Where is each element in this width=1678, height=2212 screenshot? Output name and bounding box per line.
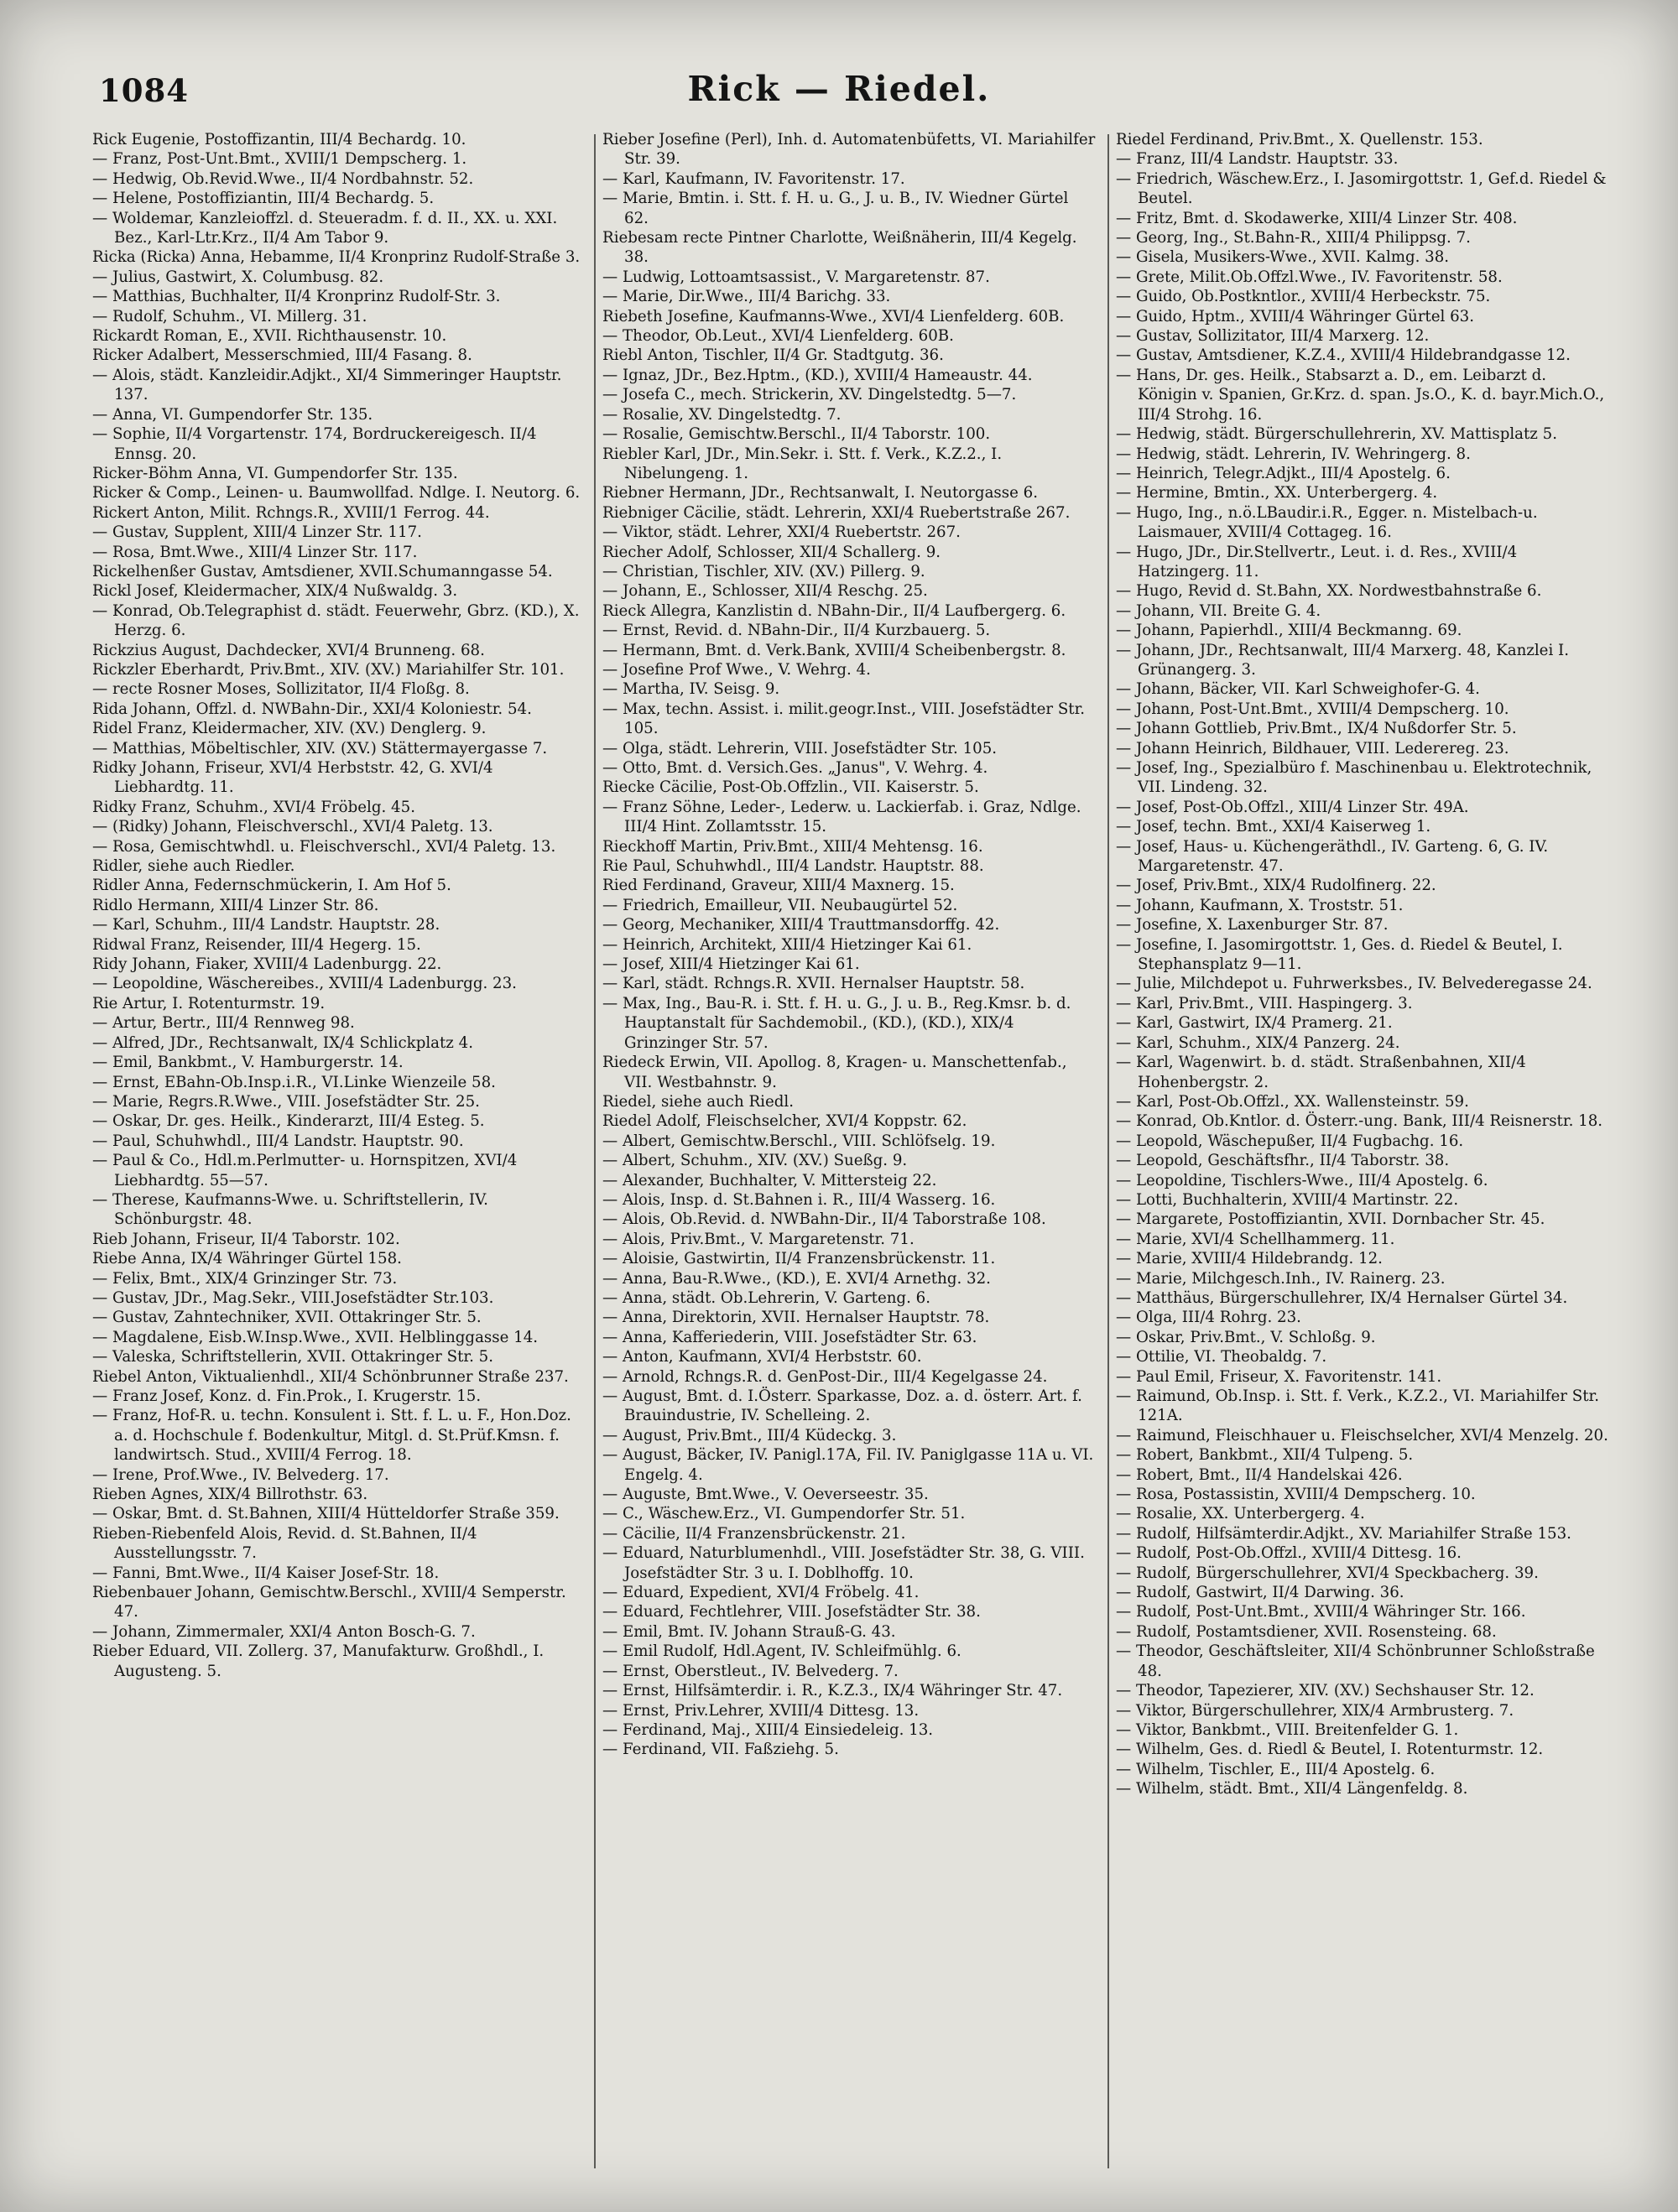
directory-entry: — Anna, Kafferiederin, VIII. Josefstädter Str. 63. [602, 1328, 977, 1346]
directory-entry: — Rudolf, Post-Unt.Bmt., XVIII/4 Währinger Str. 166. [1116, 1603, 1526, 1621]
directory-entry: — Therese, Kaufmanns-Wwe. u. Schriftstellerin, IV. Schönburgstr. 48. [92, 1190, 488, 1229]
directory-entry: — Ernst, Priv.Lehrer, XVIII/4 Dittesg. 13. [602, 1701, 920, 1720]
directory-entry: — Karl, Schuhm., III/4 Landstr. Hauptstr. 28. [92, 916, 440, 934]
directory-entry: — Karl, Schuhm., XIX/4 Panzerg. 24. [1116, 1033, 1400, 1052]
directory-entry: — Gustav, Supplent, XIII/4 Linzer Str. 117. [92, 523, 422, 542]
directory-entry: — Matthias, Buchhalter, II/4 Kronprinz Rudolf-Str. 3. [92, 288, 501, 306]
directory-entry: — Johann, Bäcker, VII. Karl Schweighofer-G. 4. [1116, 680, 1480, 699]
directory-entry: — Alois, Priv.Bmt., V. Margaretenstr. 71. [602, 1230, 915, 1248]
directory-entry: — Franz Söhne, Leder-, Lederw. u. Lackierfab. i. Graz, Ndlge. III/4 Hint. Zollamtsstr. 15. [602, 798, 1081, 836]
directory-entry: — Christian, Tischler, XIV. (XV.) Pillerg. 9. [602, 562, 925, 580]
directory-entry: — Marie, Dir.Wwe., III/4 Barichg. 33. [602, 288, 891, 306]
directory-entry: Riebniger Cäcilie, städt. Lehrerin, XXI/4 Ruebertstraße 267. [602, 503, 1071, 522]
directory-entry: — Viktor, Bürgerschullehrer, XIX/4 Armbrusterg. 7. [1116, 1701, 1514, 1720]
directory-entry: — Cäcilie, II/4 Franzensbrückenstr. 21. [602, 1524, 906, 1543]
directory-entry: Rickelhenßer Gustav, Amtsdiener, XVII.Schumanngasse 54. [92, 562, 553, 580]
directory-entry: — Albert, Schuhm., XIV. (XV.) Sueßg. 9. [602, 1152, 908, 1170]
directory-entry: — Johann, Kaufmann, X. Troststr. 51. [1116, 896, 1404, 914]
directory-entry: — Hans, Dr. ges. Heilk., Stabsarzt a. D., em. Leibarzt d. Königin v. Spanien, Gr.Krz. d. span. Js.O., K. d. bayr.Mich.O., III/4 Strohg. 16. [1116, 366, 1605, 424]
directory-entry: — recte Rosner Moses, Sollizitator, II/4 Floßg. 8. [92, 680, 470, 699]
directory-entry: — Ludwig, Lottoamtsassist., V. Margaretenstr. 87. [602, 268, 990, 286]
directory-entry: — Guido, Ob.Postkntlor., XVIII/4 Herbeckstr. 75. [1116, 288, 1491, 306]
directory-entry: — Eduard, Fechtlehrer, VIII. Josefstädter Str. 38. [602, 1603, 981, 1621]
directory-entry: — Hugo, Ing., n.ö.LBaudir.i.R., Egger. n. Mistelbach-u. Laismauer, XVIII/4 Cottageg. 16. [1116, 503, 1538, 542]
directory-entry: — Rudolf, Post-Ob.Offzl., XVIII/4 Dittesg. 16. [1116, 1544, 1462, 1563]
directory-entry: — Wilhelm, Tischler, E., III/4 Apostelg. 6. [1116, 1760, 1436, 1778]
directory-entry: Ridy Johann, Fiaker, XVIII/4 Ladenburgg. 22. [92, 955, 442, 974]
directory-entry: — Ernst, Hilfsämterdir. i. R., K.Z.3., IX/4 Währinger Str. 47. [602, 1682, 1063, 1700]
directory-entry: Riebesam recte Pintner Charlotte, Weißnäherin, III/4 Kegelg. 38. [602, 229, 1077, 267]
directory-entry: — Raimund, Fleischhauer u. Fleischselcher, XVI/4 Menzelg. 20. [1116, 1426, 1608, 1444]
directory-entry: — Karl, Wagenwirt. b. d. städt. Straßenbahnen, XII/4 Hohenbergstr. 2. [1116, 1054, 1526, 1091]
directory-entry: — Anna, städt. Ob.Lehrerin, V. Garteng. 6. [602, 1288, 930, 1307]
directory-entry: — Ernst, Revid. d. NBahn-Dir., II/4 Kurzbauerg. 5. [602, 622, 991, 640]
directory-entry: — Gustav, Amtsdiener, K.Z.4., XVIII/4 Hildebrandgasse 12. [1116, 346, 1571, 365]
directory-entry: Rickzius August, Dachdecker, XVI/4 Brunneng. 68. [92, 641, 485, 659]
directory-entry: — Helene, Postoffiziantin, III/4 Bechardg. 5. [92, 190, 435, 208]
directory-entry: Rieber Josefine (Perl), Inh. d. Automatenbüfetts, VI. Mariahilfer Str. 39. [602, 131, 1096, 169]
directory-entry: — Karl, Priv.Bmt., VIII. Haspingerg. 3. [1116, 994, 1413, 1012]
directory-entry: — Marie, XVIII/4 Hildebrandg. 12. [1116, 1250, 1383, 1268]
directory-entry: — Hugo, JDr., Dir.Stellvertr., Leut. i. d. Res., XVIII/4 Hatzingerg. 11. [1116, 543, 1518, 580]
directory-entry: — Artur, Bertr., III/4 Rennweg 98. [92, 1014, 355, 1033]
directory-entry: — Josef, Ing., Spezialbüro f. Maschinenbau u. Elektrotechnik, VII. Lindeng. 32. [1116, 759, 1592, 797]
directory-entry: Ricker & Comp., Leinen- u. Baumwollfad. Ndlge. I. Neutorg. 6. [92, 484, 581, 502]
directory-entry: Rieber Eduard, VII. Zollerg. 37, Manufakturw. Großhdl., I. Augusteng. 5. [92, 1642, 545, 1680]
directory-entry: — Alexander, Buchhalter, V. Mittersteig 22. [602, 1171, 937, 1189]
directory-entry: Riebeth Josefine, Kaufmanns-Wwe., XVI/4 Lienfelderg. 60B. [602, 307, 1065, 325]
directory-entry: — Lotti, Buchhalterin, XVIII/4 Martinstr. 22. [1116, 1190, 1459, 1209]
directory-entry: — Paul Emil, Friseur, X. Favoritenstr. 141. [1116, 1367, 1442, 1386]
directory-entry: Ried Ferdinand, Graveur, XIII/4 Maxnerg. 15. [602, 877, 955, 895]
directory-entry: — Franz, Post-Unt.Bmt., XVIII/1 Dempscherg. 1. [92, 150, 467, 169]
directory-entry: — Johann, JDr., Rechtsanwalt, III/4 Marxerg. 48, Kanzlei I. Grünangerg. 3. [1116, 641, 1570, 679]
directory-entry: — Karl, städt. Rchngs.R. XVII. Hernalser Hauptstr. 58. [602, 975, 1025, 993]
directory-entry: — Robert, Bankbmt., XII/4 Tulpeng. 5. [1116, 1446, 1414, 1465]
directory-entry: — Max, Ing., Bau-R. i. Stt. f. H. u. G., J. u. B., Reg.Kmsr. b. d. Hauptanstalt für Sachdemobil., (KD.), (KD.), XIX/4 Grinzinger Str. 57. [602, 994, 1071, 1052]
directory-entry: Riebenbauer Johann, Gemischtw.Berschl., XVIII/4 Semperstr. 47. [92, 1584, 566, 1621]
directory-entry: — Anna, Direktorin, XVII. Hernalser Hauptstr. 78. [602, 1309, 990, 1327]
directory-column-1 [92, 130, 586, 2177]
directory-entry: — Friedrich, Emailleur, VII. Neubaugürtel 52. [602, 896, 958, 914]
directory-entry: — Gustav, Zahntechniker, XVII. Ottakringer Str. 5. [92, 1309, 482, 1327]
directory-entry: — Raimund, Ob.Insp. i. Stt. f. Verk., K.Z.2., VI. Mariahilfer Str. 121A. [1116, 1387, 1599, 1425]
directory-entry: Ridky Johann, Friseur, XVI/4 Herbststr. 42, G. XVI/4 Liebhardtg. 11. [92, 759, 493, 797]
directory-entry: Rickl Josef, Kleidermacher, XIX/4 Nußwaldg. 3. [92, 582, 458, 601]
directory-entry: — Emil Rudolf, Hdl.Agent, IV. Schleifmühlg. 6. [602, 1642, 961, 1661]
directory-entry: — Irene, Prof.Wwe., IV. Belvederg. 17. [92, 1465, 389, 1484]
directory-entry: — Alfred, JDr., Rechtsanwalt, IX/4 Schlickplatz 4. [92, 1033, 474, 1052]
directory-entry: — Leopoldine, Tischlers-Wwe., III/4 Apostelg. 6. [1116, 1171, 1488, 1189]
directory-entry: — August, Bäcker, IV. Panigl.17A, Fil. IV. Paniglgasse 11A u. VI. Engelg. 4. [602, 1446, 1094, 1484]
directory-entry: Riebl Anton, Tischler, II/4 Gr. Stadtgutg. 36. [602, 346, 944, 365]
directory-entry: — Auguste, Bmt.Wwe., V. Oeverseestr. 35. [602, 1486, 929, 1504]
directory-entry: — Oskar, Priv.Bmt., V. Schloßg. 9. [1116, 1328, 1376, 1346]
directory-entry: — Grete, Milit.Ob.Offzl.Wwe., IV. Favoritenstr. 58. [1116, 268, 1503, 286]
directory-entry: — Theodor, Tapezierer, XIV. (XV.) Sechshauser Str. 12. [1116, 1682, 1535, 1700]
directory-entry: — Marie, Bmtin. i. Stt. f. H. u. G., J. u. B., IV. Wiedner Gürtel 62. [602, 190, 1069, 227]
directory-column-3 [1116, 130, 1609, 2177]
directory-entry: — Friedrich, Wäschew.Erz., I. Jasomirgottstr. 1, Gef.d. Riedel & Beutel. [1116, 169, 1607, 208]
directory-entry: — Theodor, Ob.Leut., XVI/4 Lienfelderg. 60B. [602, 327, 954, 346]
directory-entry: — Aloisie, Gastwirtin, II/4 Franzensbrückenstr. 11. [602, 1250, 996, 1268]
directory-entry: — Hedwig, städt. Lehrerin, IV. Wehringerg. 8. [1116, 445, 1471, 463]
directory-entry: — Ernst, EBahn-Ob.Insp.i.R., VI.Linke Wienzeile 58. [92, 1073, 496, 1091]
directory-entry: — Georg, Ing., St.Bahn-R., XIII/4 Philippsg. 7. [1116, 229, 1471, 247]
directory-entry: — Marie, Regrs.R.Wwe., VIII. Josefstädter Str. 25. [92, 1092, 480, 1111]
directory-entry: — Anna, VI. Gumpendorfer Str. 135. [92, 405, 373, 424]
directory-entry: — Leopold, Geschäftsfhr., II/4 Taborstr. 38. [1116, 1152, 1450, 1170]
directory-entry: — Franz, III/4 Landstr. Hauptstr. 33. [1116, 150, 1399, 169]
directory-entry: — Rosalie, XX. Unterbergerg. 4. [1116, 1505, 1365, 1523]
directory-entry: Rickzler Eberhardt, Priv.Bmt., XIV. (XV.) Mariahilfer Str. 101. [92, 660, 565, 679]
column-rule [594, 134, 596, 2168]
directory-entry: — Karl, Kaufmann, IV. Favoritenstr. 17. [602, 169, 905, 188]
directory-entry: — Arnold, Rchngs.R. d. GenPost-Dir., III/4 Kegelgasse 24. [602, 1367, 1048, 1386]
directory-entry: — Anna, Bau-R.Wwe., (KD.), E. XVI/4 Arnethg. 32. [602, 1269, 991, 1288]
directory-entry: — Emil, Bmt. IV. Johann Strauß-G. 43. [602, 1622, 896, 1641]
directory-entry: — Johann, VII. Breite G. 4. [1116, 601, 1321, 620]
directory-entry: — Josefine Prof Wwe., V. Wehrg. 4. [602, 660, 871, 679]
directory-entry: — Josefa C., mech. Strickerin, XV. Dingelstedtg. 5—7. [602, 386, 1017, 404]
directory-entry: Ridler Anna, Federnschmückerin, I. Am Hof 5. [92, 877, 451, 895]
directory-entry: — Johann Heinrich, Bildhauer, VIII. Lederereg. 23. [1116, 739, 1509, 757]
directory-entry: Riebner Hermann, JDr., Rechtsanwalt, I. Neutorgasse 6. [602, 484, 1038, 502]
directory-entry: — Matthias, Möbeltischler, XIV. (XV.) Stättermayergasse 7. [92, 739, 548, 757]
directory-entry: — Felix, Bmt., XIX/4 Grinzinger Str. 73. [92, 1269, 398, 1288]
directory-entry: — Alois, Insp. d. St.Bahnen i. R., III/4 Wasserg. 16. [602, 1190, 996, 1209]
directory-entry: — Alois, städt. Kanzleidir.Adjkt., XI/4 Simmeringer Hauptstr. 137. [92, 366, 562, 404]
directory-entry: — Heinrich, Telegr.Adjkt., III/4 Apostelg. 6. [1116, 464, 1451, 482]
directory-entry: — Georg, Mechaniker, XIII/4 Trauttmansdorffg. 42. [602, 916, 1000, 934]
directory-entry: — Karl, Gastwirt, IX/4 Pramerg. 21. [1116, 1014, 1393, 1033]
directory-entry: — Magdalene, Eisb.W.Insp.Wwe., XVII. Helblinggasse 14. [92, 1328, 539, 1346]
directory-entry: — Theodor, Geschäftsleiter, XII/4 Schönbrunner Schloßstraße 48. [1116, 1642, 1595, 1680]
directory-entry: — Albert, Gemischtw.Berschl., VIII. Schlöfselg. 19. [602, 1132, 996, 1150]
directory-entry: Rickardt Roman, E., XVII. Richthausenstr. 10. [92, 327, 447, 346]
directory-entry: — Guido, Hptm., XVIII/4 Währinger Gürtel 63. [1116, 307, 1475, 325]
directory-entry: Rieben Agnes, XIX/4 Billrothstr. 63. [92, 1486, 368, 1504]
directory-entry: — Eduard, Expedient, XVI/4 Fröbelg. 41. [602, 1584, 920, 1602]
directory-entry: — Rosalie, Gemischtw.Berschl., II/4 Taborstr. 100. [602, 425, 991, 444]
directory-entry: — Johann, Papierhdl., XIII/4 Beckmanng. 69. [1116, 622, 1462, 640]
page-number: 1084 [99, 72, 189, 109]
directory-entry: — Josefine, X. Laxenburger Str. 87. [1116, 916, 1389, 934]
directory-entry: Ridel Franz, Kleidermacher, XIV. (XV.) Denglerg. 9. [92, 720, 487, 738]
directory-entry: Riebe Anna, IX/4 Währinger Gürtel 158. [92, 1250, 402, 1268]
directory-entry: — Marie, XVI/4 Schellhammerg. 11. [1116, 1230, 1395, 1248]
directory-entry: Rieb Johann, Friseur, II/4 Taborstr. 102. [92, 1230, 400, 1248]
directory-entry: Riedel Ferdinand, Priv.Bmt., X. Quellenstr. 153. [1116, 131, 1483, 148]
directory-entry: — Anton, Kaufmann, XVI/4 Herbststr. 60. [602, 1348, 922, 1366]
directory-entry: — Martha, IV. Seisg. 9. [602, 680, 780, 699]
directory-entry: — Leopoldine, Wäschereibes., XVIII/4 Ladenburgg. 23. [92, 975, 517, 993]
directory-entry: — Emil, Bankbmt., V. Hamburgerstr. 14. [92, 1054, 404, 1072]
directory-entry: — Max, techn. Assist. i. milit.geogr.Inst., VIII. Josefstädter Str. 105. [602, 700, 1086, 738]
directory-entry: Ricker Adalbert, Messerschmied, III/4 Fasang. 8. [92, 346, 472, 365]
directory-entry: — Viktor, städt. Lehrer, XXI/4 Ruebertstr. 267. [602, 523, 961, 542]
directory-entry: — Josef, techn. Bmt., XXI/4 Kaiserweg 1. [1116, 818, 1431, 836]
directory-entry: — Robert, Bmt., II/4 Handelskai 426. [1116, 1465, 1403, 1484]
directory-entry: — Hermine, Bmtin., XX. Unterbergerg. 4. [1116, 484, 1438, 502]
directory-entry: — Josef, XIII/4 Hietzinger Kai 61. [602, 955, 860, 974]
directory-entry: — Julius, Gastwirt, X. Columbusg. 82. [92, 268, 384, 286]
directory-entry: — Oskar, Dr. ges. Heilk., Kinderarzt, III/4 Esteg. 5. [92, 1112, 485, 1131]
directory-entry: Ridwal Franz, Reisender, III/4 Hegerg. 15. [92, 935, 421, 954]
directory-entry: — Rudolf, Schuhm., VI. Millerg. 31. [92, 307, 367, 325]
directory-entry: — Konrad, Ob.Kntlor. d. Österr.-ung. Bank, III/4 Reisnerstr. 18. [1116, 1112, 1603, 1131]
directory-entry: — Ferdinand, Maj., XIII/4 Einsiedeleig. 13. [602, 1720, 934, 1739]
directory-entry: — Johann, E., Schlosser, XII/4 Reschg. 25. [602, 582, 928, 601]
directory-entry: — Matthäus, Bürgerschullehrer, IX/4 Hernalser Gürtel 34. [1116, 1288, 1568, 1307]
directory-entry: — Rosa, Gemischtwhdl. u. Fleischverschl., XVI/4 Paletg. 13. [92, 837, 556, 856]
directory-entry: Ricka (Ricka) Anna, Hebamme, II/4 Kronprinz Rudolf-Straße 3. [92, 248, 581, 267]
directory-entry: Rida Johann, Offzl. d. NWBahn-Dir., XXI/4 Koloniestr. 54. [92, 700, 532, 718]
directory-entry: — Johann, Post-Unt.Bmt., XVIII/4 Dempscherg. 10. [1116, 700, 1509, 718]
directory-entry: — Margarete, Postoffiziantin, XVII. Dornbacher Str. 45. [1116, 1210, 1545, 1229]
directory-entry: — Rudolf, Hilfsämterdir.Adjkt., XV. Mariahilfer Straße 153. [1116, 1524, 1571, 1543]
directory-entry: Rie Artur, I. Rotenturmstr. 19. [92, 994, 326, 1012]
directory-entry: — Ferdinand, VII. Faßziehg. 5. [602, 1741, 839, 1759]
directory-entry: — Ignaz, JDr., Bez.Hptm., (KD.), XVIII/4 Hameaustr. 44. [602, 366, 1033, 384]
directory-entry: — Gustav, JDr., Mag.Sekr., VIII.Josefstädter Str.103. [92, 1288, 494, 1307]
directory-entry: Ridky Franz, Schuhm., XVI/4 Fröbelg. 45. [92, 798, 415, 816]
directory-entry: Riedel, siehe auch Riedl. [602, 1092, 794, 1111]
directory-entry: — Valeska, Schriftstellerin, XVII. Ottakringer Str. 5. [92, 1348, 494, 1366]
directory-entry: — Fritz, Bmt. d. Skodawerke, XIII/4 Linzer Str. 408. [1116, 209, 1518, 227]
directory-entry: — Gisela, Musikers-Wwe., XVII. Kalmg. 38. [1116, 248, 1450, 267]
directory-entry: — Viktor, Bankbmt., VIII. Breitenfelder G. 1. [1116, 1720, 1459, 1739]
directory-entry: — Rudolf, Postamtsdiener, XVII. Rosensteing. 68. [1116, 1622, 1497, 1641]
directory-column-2 [602, 130, 1096, 2177]
directory-entry: Riedel Adolf, Fleischselcher, XVI/4 Koppstr. 62. [602, 1112, 967, 1131]
directory-entry: — Hedwig, städt. Bürgerschullehrerin, XV. Mattisplatz 5. [1116, 425, 1558, 444]
directory-entry: — Julie, Milchdepot u. Fuhrwerksbes., IV. Belvederegasse 24. [1116, 975, 1592, 993]
directory-entry: — Josef, Priv.Bmt., XIX/4 Rudolfinerg. 22. [1116, 877, 1436, 895]
directory-entry: — Woldemar, Kanzleioffzl. d. Steueradm. f. d. II., XX. u. XXI. Bez., Karl-Ltr.Krz., II/4 Am Tabor 9. [92, 209, 558, 247]
directory-entry: — Hedwig, Ob.Revid.Wwe., II/4 Nordbahnstr. 52. [92, 169, 474, 188]
directory-entry: — Karl, Post-Ob.Offzl., XX. Wallensteinstr. 59. [1116, 1092, 1469, 1111]
directory-entry: Rieben-Riebenfeld Alois, Revid. d. St.Bahnen, II/4 Ausstellungsstr. 7. [92, 1524, 477, 1563]
directory-entry: — August, Bmt. d. I.Österr. Sparkasse, Doz. a. d. österr. Art. f. Brauindustrie, IV. Schelleing. 2. [602, 1387, 1082, 1425]
directory-entry: — Ottilie, VI. Theobaldg. 7. [1116, 1348, 1327, 1366]
directory-entry: — Hugo, Revid d. St.Bahn, XX. Nordwestbahnstraße 6. [1116, 582, 1542, 601]
directory-entry: Rick Eugenie, Postoffizantin, III/4 Bechardg. 10. [92, 131, 466, 148]
directory-entry: Rickert Anton, Milit. Rchngs.R., XVIII/1 Ferrog. 44. [92, 503, 490, 522]
directory-entry: Riedeck Erwin, VII. Apollog. 8, Kragen- u. Manschettenfab., VII. Westbahnstr. 9. [602, 1054, 1067, 1091]
directory-entry: Ridlo Hermann, XIII/4 Linzer Str. 86. [92, 896, 379, 914]
directory-entry: — Olga, städt. Lehrerin, VIII. Josefstädter Str. 105. [602, 739, 998, 757]
running-head: Rick — Riedel. [687, 69, 991, 109]
directory-entry: — C., Wäschew.Erz., VI. Gumpendorfer Str. 51. [602, 1505, 966, 1523]
directory-entry: — Oskar, Bmt. d. St.Bahnen, XIII/4 Hütteldorfer Straße 359. [92, 1505, 560, 1523]
directory-entry: — Ernst, Oberstleut., IV. Belvederg. 7. [602, 1662, 899, 1680]
directory-entry: Ridler, siehe auch Riedler. [92, 857, 295, 876]
directory-entry: — Otto, Bmt. d. Versich.Ges. „Janus", V. Wehrg. 4. [602, 759, 988, 777]
directory-entry: — August, Priv.Bmt., III/4 Küdeckg. 3. [602, 1426, 897, 1444]
directory-entry: — Wilhelm, städt. Bmt., XII/4 Längenfeldg. 8. [1116, 1780, 1468, 1798]
directory-entry: — Sophie, II/4 Vorgartenstr. 174, Bordruckereigesch. II/4 Ennsg. 20. [92, 425, 537, 463]
directory-entry: — Hermann, Bmt. d. Verk.Bank, XVIII/4 Scheibenbergstr. 8. [602, 641, 1066, 659]
directory-entry: — Johann, Zimmermaler, XXI/4 Anton Bosch-G. 7. [92, 1622, 476, 1641]
directory-entry: — Paul, Schuhwhdl., III/4 Landstr. Hauptstr. 90. [92, 1132, 464, 1150]
directory-entry: — Franz Josef, Konz. d. Fin.Prok., I. Krugerstr. 15. [92, 1387, 482, 1405]
directory-entry: — Konrad, Ob.Telegraphist d. städt. Feuerwehr, Gbrz. (KD.), X. Herzg. 6. [92, 601, 580, 640]
directory-entry: Riecke Cäcilie, Post-Ob.Offzlin., VII. Kaiserstr. 5. [602, 778, 979, 797]
directory-entry: — Rosa, Bmt.Wwe., XIII/4 Linzer Str. 117. [92, 543, 418, 561]
directory-entry: Riebel Anton, Viktualienhdl., XII/4 Schönbrunner Straße 237. [92, 1367, 569, 1386]
directory-entry: Ricker-Böhm Anna, VI. Gumpendorfer Str. 135. [92, 464, 458, 482]
directory-entry: — Gustav, Sollizitator, III/4 Marxerg. 12. [1116, 327, 1430, 346]
directory-entry: Riecher Adolf, Schlosser, XII/4 Schallerg. 9. [602, 543, 941, 561]
directory-entry: Rieckhoff Martin, Priv.Bmt., XIII/4 Mehtensg. 16. [602, 837, 983, 856]
column-rule [1107, 134, 1109, 2168]
directory-entry: — Rudolf, Gastwirt, II/4 Darwing. 36. [1116, 1584, 1404, 1602]
directory-entry: Riebler Karl, JDr., Min.Sekr. i. Stt. f. Verk., K.Z.2., I. Nibelungeng. 1. [602, 445, 1003, 482]
directory-entry: — Olga, III/4 Rohrg. 23. [1116, 1309, 1301, 1327]
directory-entry: — Josef, Haus- u. Küchengeräthdl., IV. Garteng. 6, G. IV. Margaretenstr. 47. [1116, 837, 1549, 876]
directory-entry: — Eduard, Naturblumenhdl., VIII. Josefstädter Str. 38, G. VIII. Josefstädter Str. 3 u. I. Doblhoffg. 10. [602, 1544, 1085, 1582]
directory-entry: — Paul & Co., Hdl.m.Perlmutter- u. Hornspitzen, XVI/4 Liebhardtg. 55—57. [92, 1152, 518, 1189]
directory-entry: — Rosa, Postassistin, XVIII/4 Dempscherg. 10. [1116, 1486, 1476, 1504]
directory-entry: — Johann Gottlieb, Priv.Bmt., IX/4 Nußdorfer Str. 5. [1116, 720, 1517, 738]
directory-entry: — Josefine, I. Jasomirgottstr. 1, Ges. d. Riedel & Beutel, I. Stephansplatz 9—11. [1116, 935, 1563, 974]
directory-entry: — Franz, Hof-R. u. techn. Konsulent i. Stt. f. L. u. F., Hon.Doz. a. d. Hochschule f. Bodenkultur, Mitgl. d. St.Prüf.Kmsn. f. landwirtsch. Stud., XVIII/4 Ferrog. 18. [92, 1407, 571, 1465]
directory-entry: — (Ridky) Johann, Fleischverschl., XVI/4 Paletg. 13. [92, 818, 493, 836]
directory-entry: — Marie, Milchgesch.Inh., IV. Rainerg. 23. [1116, 1269, 1446, 1288]
directory-entry: — Josef, Post-Ob.Offzl., XIII/4 Linzer Str. 49A. [1116, 798, 1469, 816]
directory-entry: — Rosalie, XV. Dingelstedtg. 7. [602, 405, 842, 424]
directory-entry: — Heinrich, Architekt, XIII/4 Hietzinger Kai 61. [602, 935, 972, 954]
directory-entry: Rieck Allegra, Kanzlistin d. NBahn-Dir., II/4 Laufbergerg. 6. [602, 601, 1066, 620]
directory-entry: Rie Paul, Schuhwhdl., III/4 Landstr. Hauptstr. 88. [602, 857, 984, 876]
directory-entry: — Fanni, Bmt.Wwe., II/4 Kaiser Josef-Str. 18. [92, 1564, 440, 1582]
directory-entry: — Wilhelm, Ges. d. Riedl & Beutel, I. Rotenturmstr. 12. [1116, 1741, 1544, 1759]
directory-entry: — Alois, Ob.Revid. d. NWBahn-Dir., II/4 Taborstraße 108. [602, 1210, 1046, 1229]
directory-entry: — Rudolf, Bürgerschullehrer, XVI/4 Speckbacherg. 39. [1116, 1564, 1539, 1582]
directory-entry: — Leopold, Wäschepußer, II/4 Fugbachg. 16. [1116, 1132, 1464, 1150]
